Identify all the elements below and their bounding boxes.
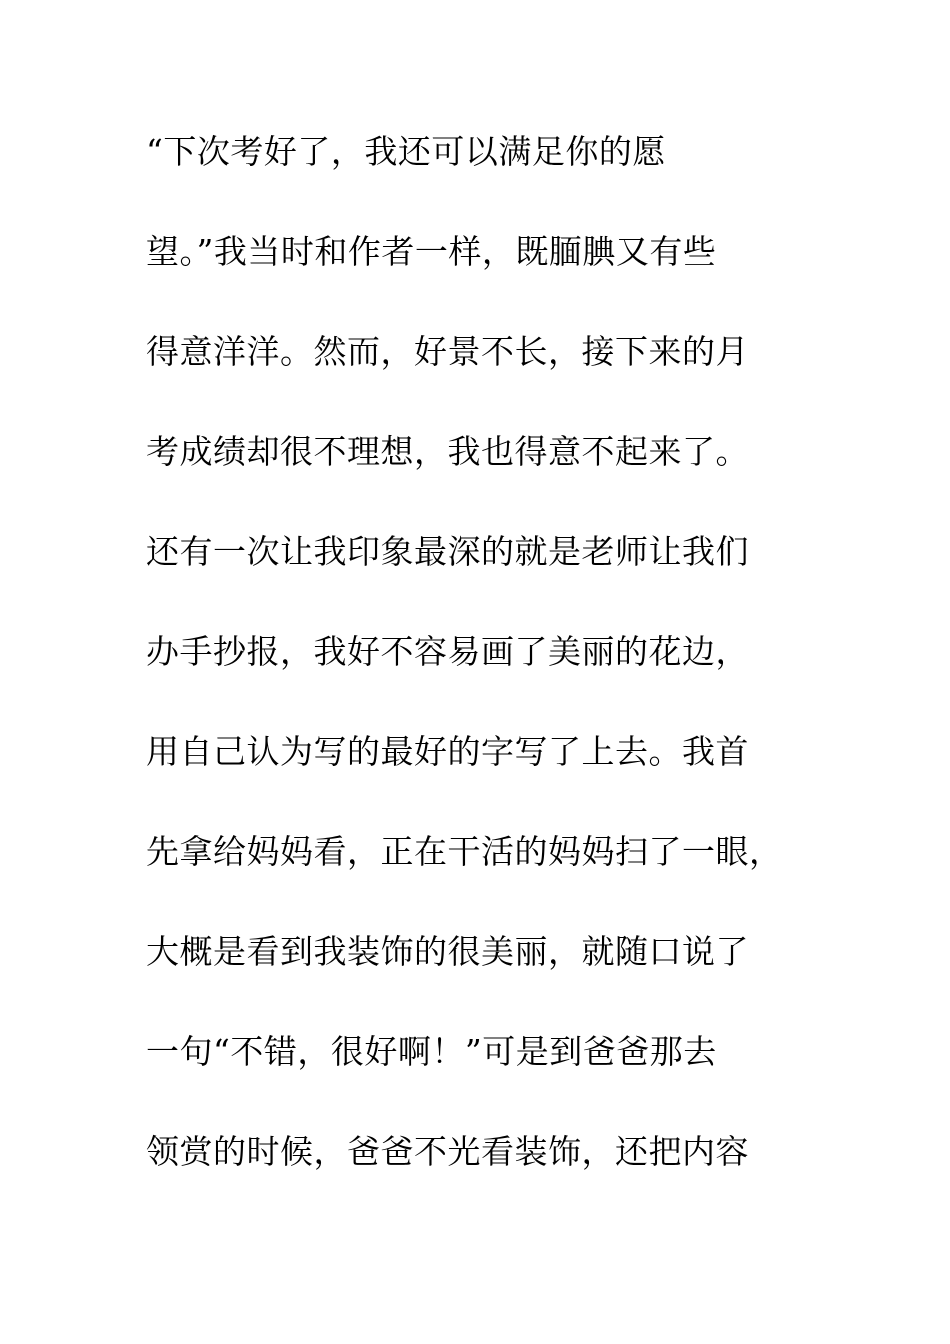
text-line-2: 望。”我当时和作者一样，既腼腆又有些 [146,232,717,271]
text-line-9: 大概是看到我装饰的很美丽，就随口说了 [146,932,749,971]
text-line-10: 一句“不错，很好啊！”可是到爸爸那去 [146,1032,717,1071]
body-text [146,125,826,1225]
text-line-5: 还有一次让我印象最深的就是老师让我们 [146,532,749,571]
text-line-3: 得意洋洋。然而，好景不长，接下来的月 [146,332,749,371]
text-line-11: 领赏的时候，爸爸不光看装饰，还把内容 [146,1132,749,1171]
text-line-4: 考成绩却很不理想，我也得意不起来了。 [146,432,749,471]
text-line-1: “下次考好了，我还可以满足你的愿 [146,132,666,171]
text-line-8: 先拿给妈妈看，正在干活的妈妈扫了一眼， [146,832,783,871]
text-line-7: 用自己认为写的最好的字写了上去。我首 [146,732,749,771]
text-line-6: 办手抄报，我好不容易画了美丽的花边， [146,632,749,671]
